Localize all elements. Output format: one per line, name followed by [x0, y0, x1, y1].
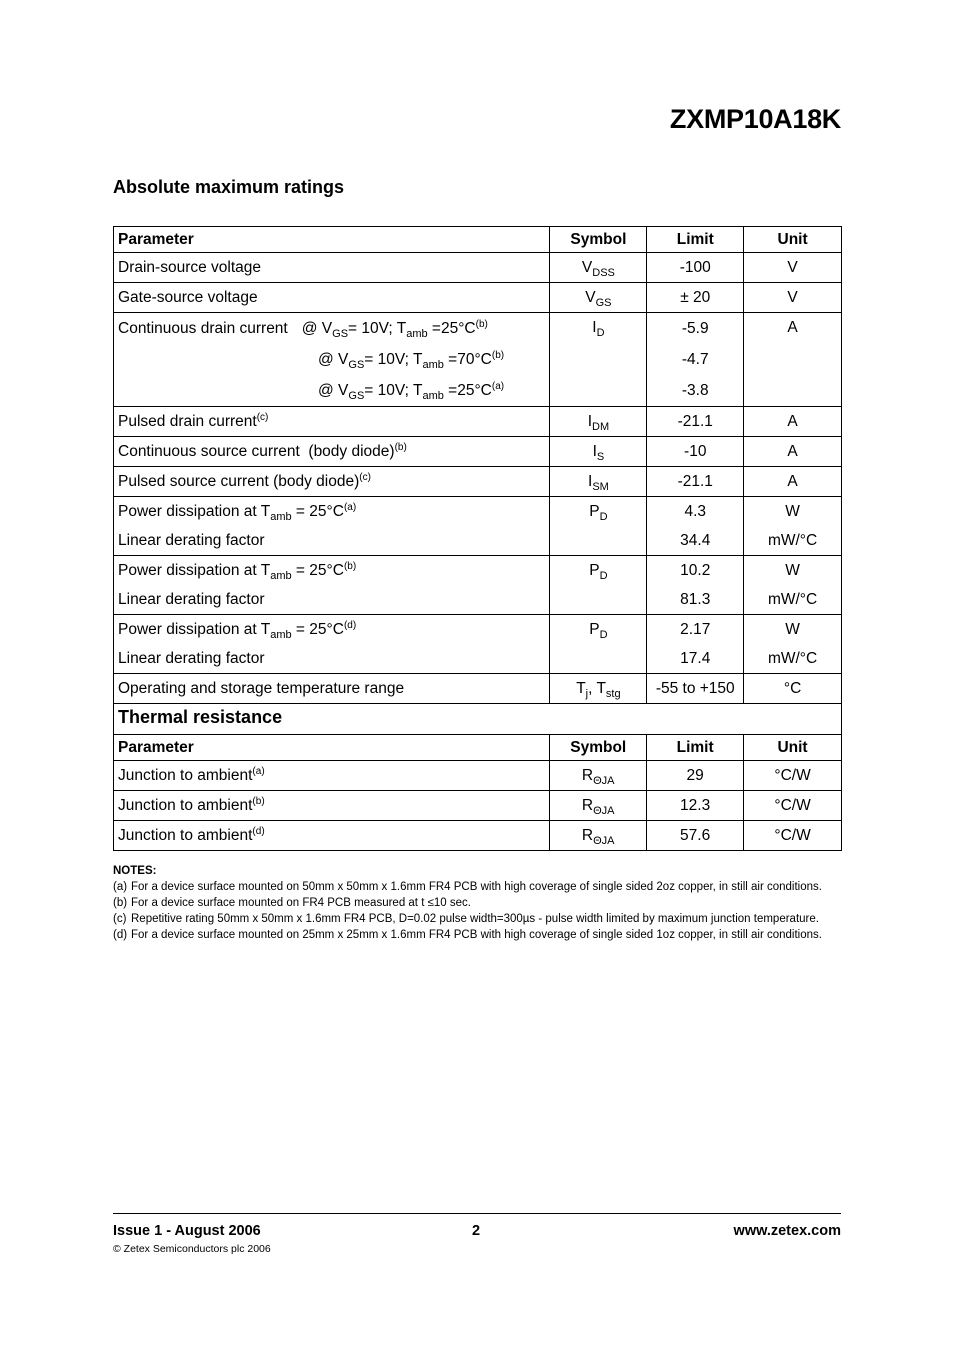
unit-cell: °C	[744, 674, 842, 704]
symbol-cell: $R_{\Theta JA}$	[550, 761, 647, 791]
unit-cell: A	[744, 313, 842, 407]
symbol-cell: $V_{DSS}$	[550, 253, 647, 283]
param-cell: Junction to ambient$^{(b)}$	[114, 791, 550, 821]
footer-issue: Issue 1 - August 2006	[113, 1223, 261, 1239]
unit-cell: °C/W	[744, 821, 842, 851]
table-row	[114, 437, 842, 467]
param-cell: Power dissipation at $T_{amb} = 25^\circ C^{(d)}$ Linear derating factor	[114, 615, 550, 674]
limit-cell: 4.3 34.4	[647, 497, 744, 556]
symbol-cell: $T_j$, $T_{stg}$	[550, 674, 647, 704]
thermal-table	[113, 734, 842, 851]
symbol-cell: $I_{SM}$	[550, 467, 647, 497]
col-unit: Unit	[744, 227, 842, 253]
table-row	[114, 283, 842, 313]
table-row	[114, 497, 842, 556]
notes-header: NOTES:	[113, 865, 157, 877]
col-limit: Limit	[647, 735, 744, 761]
unit-cell: A	[744, 407, 842, 437]
limit-cell: 12.3	[647, 791, 744, 821]
table-row	[114, 821, 842, 851]
param-cell: Gate-source voltage	[114, 283, 550, 313]
col-symbol: Symbol	[550, 227, 647, 253]
footer-divider	[113, 1213, 841, 1214]
note-item: (d) For a device surface mounted on 25mm x 25mm x 1.6mm FR4 PCB with high coverage of single sided 1oz copper, in still air conditions.	[113, 929, 822, 941]
param-cell: Junction to ambient$^{(a)}$	[114, 761, 550, 791]
symbol-cell: $R_{\Theta JA}$	[550, 791, 647, 821]
unit-cell: A	[744, 437, 842, 467]
symbol-cell: $I_{DM}$	[550, 407, 647, 437]
limit-cell: 57.6	[647, 821, 744, 851]
table-row	[114, 615, 842, 674]
unit-cell: V	[744, 283, 842, 313]
unit-cell: W mW/°C	[744, 497, 842, 556]
symbol-cell: $I_D$	[550, 313, 647, 407]
footer-page-number: 2	[472, 1223, 481, 1239]
limit-cell: -55 to +150	[647, 674, 744, 704]
col-unit: Unit	[744, 735, 842, 761]
param-cell: Drain-source voltage	[114, 253, 550, 283]
table-row	[114, 313, 842, 407]
unit-cell: V	[744, 253, 842, 283]
table-row	[114, 791, 842, 821]
limit-cell: -21.1	[647, 467, 744, 497]
param-cell: Power dissipation at $T_{amb} = 25^\circ C^{(a)}$ Linear derating factor	[114, 497, 550, 556]
abs-max-table	[113, 226, 842, 704]
limit-cell: 10.2 81.3	[647, 556, 744, 615]
limit-cell: -21.1	[647, 407, 744, 437]
symbol-cell: $P_D$	[550, 497, 647, 556]
col-limit: Limit	[647, 227, 744, 253]
param-cell: Continuous source current (body diode)$^{(b)}$	[114, 437, 550, 467]
param-cell: Operating and storage temperature range	[114, 674, 550, 704]
symbol-cell: $P_D$	[550, 556, 647, 615]
unit-cell: °C/W	[744, 791, 842, 821]
footer-copyright: © Zetex Semiconductors plc 2006	[113, 1243, 271, 1255]
table-header-row	[114, 227, 842, 253]
symbol-cell: $R_{\Theta JA}$	[550, 821, 647, 851]
limit-cell: -10	[647, 437, 744, 467]
table-row	[114, 761, 842, 791]
unit-cell: °C/W	[744, 761, 842, 791]
note-item: (b) For a device surface mounted on FR4 PCB measured at t ≤10 sec.	[113, 897, 471, 909]
param-cell: Power dissipation at $T_{amb} = 25^\circ C^{(b)}$ Linear derating factor	[114, 556, 550, 615]
thermal-title: Thermal resistance	[118, 707, 283, 727]
param-cell: Continuous drain current @ $V_{GS}= 10V$; $T_{amb} =25^\circ C^{(b)}$ @ $V_{GS}= 10V$; $T_{amb} =70^\circ C^{(b)}$ @ $V_{GS}= 10V$; $T_{amb} =25^\circ C^{(a)}$	[114, 313, 550, 407]
col-symbol: Symbol	[550, 735, 647, 761]
note-item: (c) Repetitive rating 50mm x 50mm x 1.6mm FR4 PCB, D=0.02 pulse width=300µs - pulse width limited by maximum junction temperature.	[113, 913, 819, 925]
table-row	[114, 407, 842, 437]
param-cell: Junction to ambient$^{(d)}$	[114, 821, 550, 851]
unit-cell: A	[744, 467, 842, 497]
table-row	[114, 467, 842, 497]
unit-cell: W mW/°C	[744, 615, 842, 674]
abs-max-title: Absolute maximum ratings	[113, 177, 345, 197]
table-row	[114, 253, 842, 283]
limit-cell: -5.9 -4.7 -3.8	[647, 313, 744, 407]
symbol-cell: $I_S$	[550, 437, 647, 467]
limit-cell: 2.17 17.4	[647, 615, 744, 674]
symbol-cell: $P_D$	[550, 615, 647, 674]
table-row	[114, 556, 842, 615]
note-item: (a) For a device surface mounted on 50mm x 50mm x 1.6mm FR4 PCB with high coverage of single sided 2oz copper, in still air conditions.	[113, 881, 822, 893]
param-cell: Pulsed drain current$^{(c)}$	[114, 407, 550, 437]
symbol-cell: $V_{GS}$	[550, 283, 647, 313]
param-cell: Pulsed source current (body diode)$^{(c)}$	[114, 467, 550, 497]
limit-cell: 29	[647, 761, 744, 791]
notes	[113, 863, 841, 943]
part-number: ZXMP10A18K	[669, 104, 841, 134]
limit-cell: ± 20	[647, 283, 744, 313]
unit-cell: W mW/°C	[744, 556, 842, 615]
col-parameter: Parameter	[114, 227, 550, 253]
footer-website: www.zetex.com	[733, 1223, 841, 1239]
limit-cell: -100	[647, 253, 744, 283]
table-header-row	[114, 735, 842, 761]
col-parameter: Parameter	[114, 735, 550, 761]
